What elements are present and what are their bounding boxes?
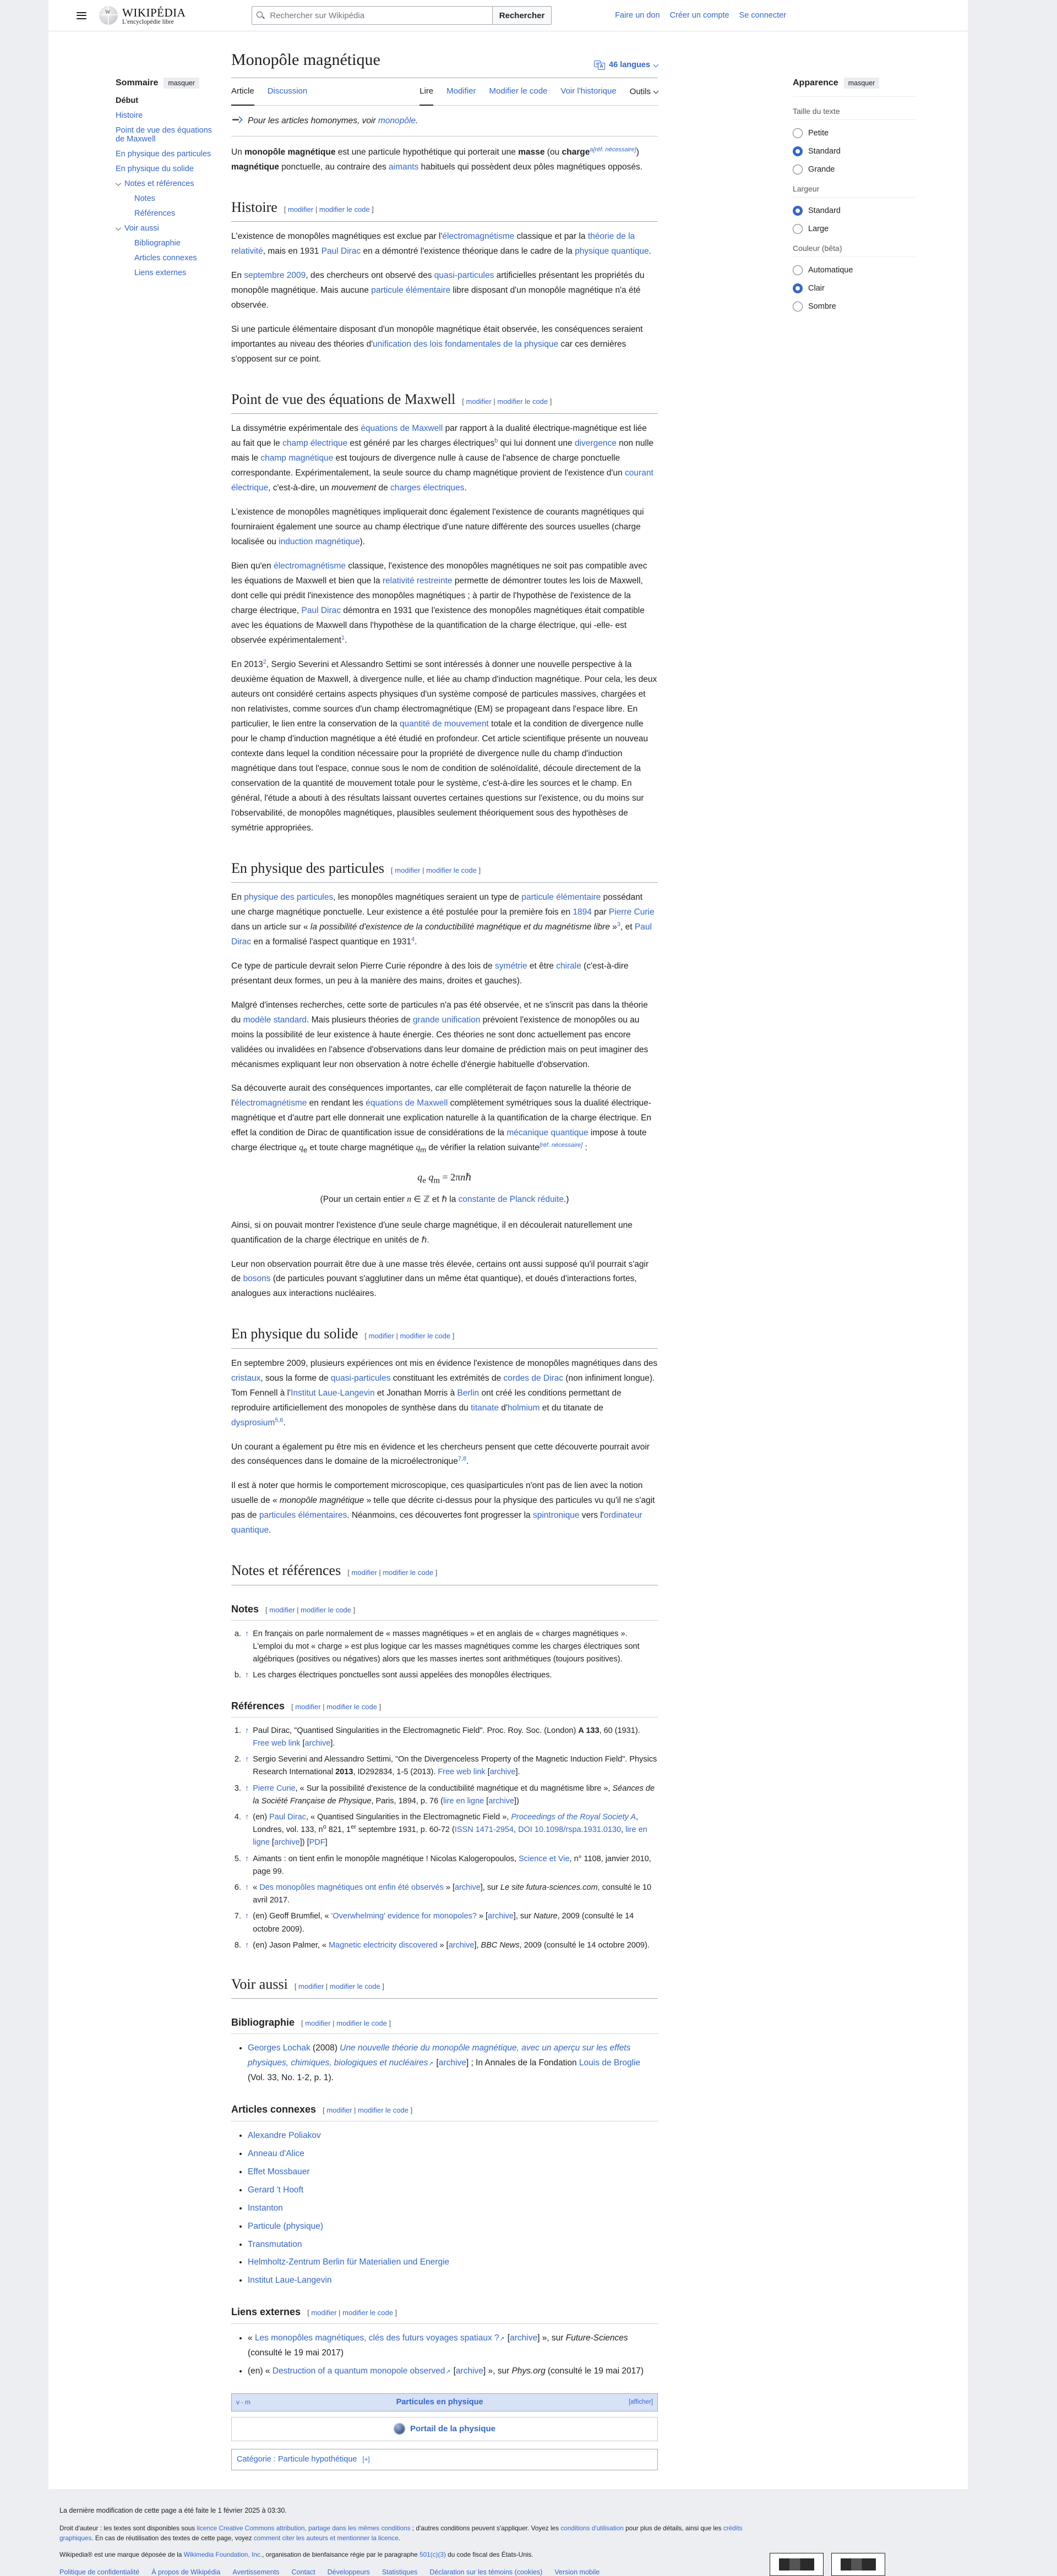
footnote-link[interactable]: 7,8 bbox=[457, 1456, 467, 1463]
inline-link[interactable]: Louis de Broglie bbox=[579, 2058, 641, 2068]
section-heading-maxwell: Point de vue des équations de Maxwell [ modifier | modifier le code ] bbox=[231, 387, 658, 414]
search-icon bbox=[257, 12, 265, 20]
inline-link[interactable]: bosons bbox=[243, 1274, 271, 1284]
paragraph: Si une particule élémentaire disposant d'un monopôle magnétique était observée, les conséquences seraient importantes au niveau des théories d'unification des lois fondamentales de la physique car ces dernières s'opposent sur ce point. bbox=[231, 325, 643, 364]
note-item: b. ↑ Les charges électriques ponctuelles sont aussi appelées des monopôles électriques. bbox=[231, 1669, 658, 1682]
inline-link[interactable]: équations de Maxwell bbox=[361, 424, 443, 434]
table-of-contents bbox=[116, 78, 220, 283]
paragraph: En physique des particules, les monopôles magnétiques seraient un type de particule élémentaire possédant une charge magnétique ponctuelle. Leur existence a été postulée pour la première fois en 1894 par Pierre Curie dans un article sur « la possibilité d'existence de la conductibilité magnétique et du magnétisme libre »$^3$, et Paul Dirac en a formalisé l'aspect quantique en 1931$^4$. bbox=[231, 892, 655, 947]
paragraph: En septembre 2009, plusieurs expériences ont mis en évidence l'existence de monopôles magnétiques dans des cristaux, sous la forme de quasi-particules constituant les extrémités de cordes de Dirac (non infiniment longue). Tom Fennell à l'Institut Laue-Langevin et Jonathan Morris à Berlin ont créé les conditions permettant de reproduire artificiellement des monopoles de synthèse dans du titanate d'holmium et du titanate de dysprosium$^{5,6}$. bbox=[231, 1358, 658, 1428]
inline-link[interactable]: champ magnétique bbox=[260, 453, 334, 463]
radio-icon[interactable] bbox=[793, 302, 803, 311]
radio-icon[interactable] bbox=[793, 265, 803, 275]
inline-link[interactable]: PDF bbox=[309, 1838, 325, 1847]
external-link-item: • « Les monopôles magnétiques, clés des futurs voyages spatiaux ?↗ [archive] », sur Future-Sciences (consulté le 19 mai 2017) bbox=[248, 2331, 658, 2361]
footer-link-contact[interactable]: Contact bbox=[291, 2568, 315, 2576]
related-article-link[interactable]: Instanton bbox=[248, 2203, 283, 2213]
paragraph: Ce type de particule devrait selon Pierre Curie répondre à des lois de symétrie et être chirale (c'est-à-dire présentant deux formes, un peu à la manière des mains, droites et gauches). bbox=[231, 961, 629, 986]
subsection-heading-bibliographie: Bibliographie [ modifier | modifier le code ] bbox=[231, 2014, 658, 2034]
backlink-up-arrow[interactable]: ↑ bbox=[245, 1629, 249, 1638]
inline-link[interactable]: ordinateur quantique bbox=[231, 1511, 642, 1535]
footnote-link[interactable]: 5,6 bbox=[275, 1416, 284, 1424]
text-size-option-petite[interactable]: Petite bbox=[793, 128, 917, 138]
inline-link[interactable]: titanate bbox=[471, 1403, 499, 1413]
related-article-link[interactable]: Particule (physique) bbox=[248, 2221, 323, 2231]
reference-item: 5. ↑ Aimants : on tient enfin le monopôle magnétique ! Nicolas Kalogeropoulos, Science et Vie, n° 1108, janvier 2010, page 99. bbox=[231, 1853, 658, 1878]
inline-link[interactable]: cristaux bbox=[231, 1373, 261, 1383]
inline-link[interactable]: archive bbox=[489, 1768, 516, 1777]
inline-link[interactable]: lire en ligne bbox=[253, 1825, 647, 1847]
bibliography-item: • Georges Lochak (2008) Une nouvelle théorie du monopôle magnétique, avec un aperçu sur les effets physiques, chimiques, biologiques et nucléaires↗ [archive] ; In Annales de la Fondation Louis de Broglie (Vol. 33, No. 1-2, p. 1). bbox=[248, 2041, 658, 2086]
modifier-le-code-link[interactable]: modifier le code bbox=[342, 2309, 393, 2317]
modifier-le-code-link[interactable]: modifier le code bbox=[400, 1332, 451, 1341]
inline-link[interactable]: constante de Planck réduite bbox=[458, 1194, 564, 1204]
subsection-heading-references: Références [ modifier | modifier le code ] bbox=[231, 1698, 658, 1718]
paragraph: En septembre 2009, des chercheurs ont observé des quasi-particules artificielles présentant les propriétés du monopôle magnétique. Mais aucune particule élémentaire libre disposant d'un monopôle magnétique n'a été observée. bbox=[231, 271, 645, 310]
inline-link[interactable]: électromagnétisme bbox=[274, 561, 346, 571]
inline-link[interactable]: Proceedings of the Royal Society A bbox=[511, 1813, 636, 1822]
login-link[interactable]: Se connecter bbox=[739, 11, 786, 20]
inline-link[interactable]: mécanique quantique bbox=[506, 1128, 589, 1138]
last-modified-text: La dernière modification de cette page a été faite le 1 février 2025 à 03:30. bbox=[59, 2507, 287, 2515]
inline-link[interactable]: particule élémentaire bbox=[521, 892, 601, 902]
footer-logos bbox=[770, 2553, 885, 2576]
search-bar bbox=[252, 6, 552, 25]
page-footer bbox=[0, 2489, 995, 2576]
toc-item-notes[interactable]: Notes bbox=[134, 194, 155, 203]
formula-caption: (Pour un certain entier n ∈ ℤ et ℏ la constante de Planck réduite.) bbox=[320, 1194, 569, 1204]
external-link-icon: ↗ bbox=[499, 2335, 505, 2342]
backlink-up-arrow[interactable]: ↑ bbox=[245, 1940, 249, 1950]
inline-link[interactable]: relativité restreinte bbox=[382, 576, 453, 586]
footer-link-mobile[interactable]: Version mobile bbox=[554, 2568, 600, 2576]
modifier-le-code-link[interactable]: modifier le code bbox=[383, 1568, 434, 1577]
paragraph: L'existence de monopôles magnétiques est exclue par l'électromagnétisme classique et par la théorie de la relativité, mais en 1931 Paul Dirac en a démontré l'existence théorique dans le cadre de la physique quantique. bbox=[231, 232, 651, 256]
navbox-vm-links: v · m bbox=[236, 2398, 250, 2406]
inline-link[interactable]: Destruction of a quantum monopole observed bbox=[272, 2366, 445, 2376]
inline-link[interactable]: licence Creative Commons attribution, partage dans les mêmes conditions bbox=[197, 2524, 411, 2532]
paragraph: Il est à noter que hormis le comportement microscopique, ces quasiparticules n'ont pas de lien avec la notion usuelle de « monopôle magnétique » telle que décrite ci-dessus pour la physique des particules vu qu'il ne s'agit pas de particules élémentaires. Néanmoins, ces découvertes font progresser la spintronique vers l'ordinateur quantique. bbox=[231, 1481, 655, 1535]
modifier-link[interactable]: modifier bbox=[311, 2309, 337, 2317]
navbox-particules bbox=[231, 2393, 658, 2411]
backlink-up-arrow[interactable]: ↑ bbox=[245, 1726, 249, 1735]
inline-link[interactable]: 1894 bbox=[573, 907, 592, 917]
inline-link[interactable]: archive bbox=[438, 2058, 466, 2068]
inline-link[interactable]: quasi-particules bbox=[330, 1373, 391, 1383]
backlink-up-arrow[interactable]: ↑ bbox=[245, 1784, 249, 1793]
donate-link[interactable]: Faire un don bbox=[615, 11, 660, 20]
wikipedia-globe-icon bbox=[99, 6, 118, 25]
tools-menu-button[interactable]: Outils bbox=[630, 78, 658, 105]
width-option-large[interactable]: Large bbox=[793, 224, 917, 234]
appearance-hide-button[interactable]: masquer bbox=[844, 78, 880, 89]
modifier-le-code-link[interactable]: modifier le code bbox=[336, 2019, 387, 2028]
modifier-link[interactable]: modifier bbox=[351, 1568, 377, 1577]
inline-link[interactable]: comment citer les auteurs et mentionner la licence bbox=[253, 2534, 399, 2542]
paragraph: Sa découverte aurait des conséquences importantes, car elle compléterait de façon naturelle la théorie de l'électromagnétisme en rendant les équations de Maxwell complètement symétriques sous la dualité électrique-magnétique et d'autre part elle donnerait une explication naturelle à la quantification de la charge électrique. En effet la condition de Dirac de quantification issue de considérations de la mécanique quantique impose à toute charge électrique $q_e$ et toute charge magnétique $q_m$ de vérifier la relation suivante[réf. nécessaire] : bbox=[231, 1084, 651, 1155]
reference-item: 4. ↑ (en) Paul Dirac, « Quantised Singularities in the Electromagnetic Field », Proceedings of the Royal Society A, Londres, vol. 133, $n^o$ 821, 1er septembre 1931, p. 60-72 (ISSN 1471-2954, DOI 10.1098/rspa.1931.0130, lire en ligne [archive]) [PDF] bbox=[231, 1811, 658, 1850]
inline-link[interactable]: monopôle bbox=[378, 116, 416, 126]
modifier-le-code-link[interactable]: modifier le code bbox=[497, 397, 548, 406]
radio-selected-icon[interactable] bbox=[793, 206, 803, 216]
inline-link[interactable]: physique des particules bbox=[244, 892, 334, 902]
reference-item: 3. ↑ Pierre Curie, « Sur la possibilité d'existence de la conductibilité magnétique et du magnétisme libre », Séances de la Société Française de Physique, Paris, 1894, p. 76 (lire en ligne [archive]) bbox=[231, 1782, 658, 1808]
footer-links bbox=[59, 2568, 775, 2576]
footer-link-cookies[interactable]: Déclaration sur les témoins (cookies) bbox=[429, 2568, 543, 2576]
paragraph: Leur non observation pourrait être due à une masse très élevée, certains ont aussi supposé qu'il pourrait s'agir de bosons (de particules pouvant s'agglutiner dans un même état quantique), et doués d'interactions fortes, analogues aux interactions nucléaires. bbox=[231, 1259, 649, 1299]
color-option-sombre[interactable]: Sombre bbox=[793, 302, 917, 311]
toc-item-solide[interactable]: En physique du solide bbox=[116, 165, 194, 173]
dirac-quantization-formula: $q_e$ $q_m$ = 2πnℏ bbox=[417, 1171, 472, 1185]
inline-link[interactable]: 'Overwhelming' evidence for monopoles? bbox=[331, 1912, 477, 1921]
toc-hide-button[interactable]: masquer bbox=[164, 78, 199, 89]
modifier-le-code-link[interactable]: modifier le code bbox=[326, 1702, 377, 1711]
related-article-link[interactable]: Transmutation bbox=[248, 2239, 302, 2249]
section-heading-histoire: Histoire [ modifier | modifier le code ] bbox=[231, 195, 658, 222]
color-option-clair[interactable]: Clair bbox=[793, 283, 917, 293]
reference-item: 2. ↑ Sergio Severini and Alessandro Settimi, "On the Divergenceless Property of the Magnetic Induction Field". Physics Research International 2013, ID292834, 1-5 (2013). Free web link [archive]. bbox=[231, 1753, 658, 1779]
toc-item-voir-aussi[interactable]: Voir aussi bbox=[124, 224, 159, 233]
toc-item-articles-connexes[interactable]: Articles connexes bbox=[134, 254, 197, 262]
navbox-title-link[interactable]: Particules en physique bbox=[396, 2397, 483, 2407]
tab-article[interactable]: Article bbox=[231, 78, 254, 106]
portal-box bbox=[231, 2417, 658, 2441]
tab-modifier-le-code[interactable]: Modifier le code bbox=[489, 86, 548, 96]
text-size-option-standard[interactable]: Standard bbox=[793, 146, 917, 156]
modifier-le-code-link[interactable]: modifier le code bbox=[358, 2106, 408, 2115]
chevron-down-icon bbox=[653, 62, 659, 67]
inline-link[interactable]: Georges Lochak bbox=[248, 2043, 310, 2053]
subsection-heading-articles-connexes: Articles connexes [ modifier | modifier le code ] bbox=[231, 2101, 658, 2121]
inline-link[interactable]: chirale bbox=[556, 961, 581, 971]
toc-item-references[interactable]: Références bbox=[134, 209, 176, 218]
section-heading-particules: En physique des particules [ modifier | modifier le code ] bbox=[231, 856, 658, 883]
section-heading-voir-aussi: Voir aussi [ modifier | modifier le code ] bbox=[231, 1972, 658, 1999]
inline-link[interactable]: archive bbox=[488, 1796, 515, 1806]
inline-link[interactable]: théorie de la relativité bbox=[231, 232, 635, 256]
toc-item-debut[interactable]: Début bbox=[116, 96, 139, 105]
inline-link[interactable]: archive bbox=[448, 1940, 475, 1950]
toc-item-particules[interactable]: En physique des particules bbox=[116, 150, 211, 158]
footnote-link[interactable]: b bbox=[494, 437, 498, 445]
edit-links: [ modifier | modifier le code ] bbox=[291, 1702, 382, 1711]
edit-links: [ modifier | modifier le code ] bbox=[301, 2019, 391, 2028]
radio-selected-icon[interactable] bbox=[793, 146, 803, 156]
search-button[interactable]: Rechercher bbox=[493, 6, 552, 25]
edit-links: [ modifier | modifier le code ] bbox=[307, 2309, 397, 2317]
text-size-option-grande[interactable]: Grande bbox=[793, 165, 917, 174]
inline-link[interactable]: dysprosium bbox=[231, 1418, 275, 1428]
wikimedia-foundation-logo[interactable] bbox=[770, 2553, 824, 2576]
note-item: a. ↑ En français on parle normalement de « masses magnétiques » et en anglais de « charges magnétiques ». L'emploi du mot « charge » est plus logique car les masses magnétiques comme les charges électriques sont algébriques (positives ou négatives) alors que les masses inertes sont arithmétiques (toujours positives). bbox=[231, 1628, 658, 1666]
footer-link-privacy[interactable]: Politique de confidentialité bbox=[59, 2568, 140, 2576]
toc-item-histoire[interactable]: Histoire bbox=[116, 111, 143, 120]
inline-link[interactable]: Des monopôles magnétiques ont enfin été observés bbox=[259, 1883, 444, 1892]
paragraph: Un courant a également pu être mis en évidence et les chercheurs pensent que cette découverte pourrait avoir des conséquences dans le domaine de la microélectronique$^{7,8}$. bbox=[231, 1442, 650, 1467]
related-articles-list bbox=[231, 2129, 658, 2289]
inline-link[interactable]: lire en ligne bbox=[443, 1796, 484, 1806]
external-link-icon: ↗ bbox=[428, 2060, 434, 2068]
footnote-link[interactable]: a bbox=[590, 146, 593, 154]
inline-link[interactable]: holmium bbox=[507, 1403, 540, 1413]
modifier-le-code-link[interactable]: modifier le code bbox=[301, 1605, 351, 1614]
inline-link[interactable]: crédits graphiques bbox=[59, 2524, 743, 2542]
radio-icon[interactable] bbox=[793, 224, 803, 234]
tab-voir-historique[interactable]: Voir l'historique bbox=[560, 86, 617, 96]
color-label: Couleur (bêta) bbox=[793, 244, 917, 257]
edit-links: [ modifier | modifier le code ] bbox=[347, 1568, 438, 1577]
inline-link[interactable]: Paul Dirac bbox=[231, 922, 652, 947]
chevron-down-icon bbox=[653, 88, 659, 94]
footnote-link[interactable]: 3 bbox=[617, 921, 621, 928]
reference-item: 1. ↑ Paul Dirac, "Quantised Singularities in the Electromagnetic Field". Proc. Roy. Soc. (London) A 133, 60 (1931). Free web link [archive]. bbox=[231, 1725, 658, 1750]
toc-item-maxwell[interactable]: Point de vue des équations de Maxwell bbox=[116, 126, 212, 144]
footnote-link[interactable]: 4 bbox=[411, 936, 415, 943]
mediawiki-logo[interactable] bbox=[831, 2553, 885, 2576]
footer-link-about[interactable]: À propos de Wikipédia bbox=[151, 2568, 221, 2576]
paragraph: Malgré d'intenses recherches, cette sorte de particules n'a pas été observée, et ne s'inscrit pas dans la théorie du modèle standard. Mais plusieurs théories de grande unification prévoient l'existence de monopôles ou au moins la possibilité de leur existence à haute énergie. Ces théories ne sont donc actuellement pas encore validées ou invalidées en l'absence d'observations dans leur domaine de prédiction mais on peut imaginer des mécanismes expliquant leur non observation à notre échelle d'énergie habituelle d'observation. bbox=[231, 1000, 649, 1069]
wikipedia-logo[interactable] bbox=[99, 6, 186, 25]
edit-links: [ modifier | modifier le code ] bbox=[265, 1605, 356, 1614]
related-article-link[interactable]: Institut Laue-Langevin bbox=[248, 2276, 332, 2285]
modifier-link[interactable]: modifier bbox=[368, 1332, 394, 1341]
inline-link[interactable]: divergence bbox=[574, 439, 617, 449]
appearance-panel bbox=[793, 78, 917, 320]
appearance-title: Apparence bbox=[793, 78, 838, 87]
inline-link[interactable]: symétrie bbox=[495, 961, 527, 971]
inline-link[interactable]: archive bbox=[304, 1739, 331, 1748]
languages-icon: A bbox=[594, 61, 605, 70]
inline-link[interactable]: Pierre Curie bbox=[253, 1784, 296, 1793]
tab-discussion[interactable]: Discussion bbox=[267, 86, 308, 96]
inline-link[interactable]: Pierre Curie bbox=[608, 907, 655, 917]
backlink-up-arrow[interactable]: ↑ bbox=[245, 1671, 249, 1680]
modifier-link[interactable]: modifier bbox=[326, 2106, 352, 2115]
reference-item: 6. ↑ « Des monopôles magnétiques ont enfin été observés » [archive], sur Le site futura-sciences.com, consulté le 10 avril 2017. bbox=[231, 1882, 658, 1907]
hatnote: Pour les articles homonymes, voir monopôle. bbox=[231, 114, 658, 129]
modifier-le-code-link[interactable]: modifier le code bbox=[329, 1982, 380, 1990]
inline-link[interactable]: Les monopôles magnétiques, clés des futurs voyages spatiaux ? bbox=[254, 2333, 499, 2343]
inline-link[interactable]: Science et Vie bbox=[519, 1854, 570, 1863]
edit-links: [ modifier | modifier le code ] bbox=[294, 1982, 384, 1990]
navbox-m-link[interactable]: m bbox=[245, 2398, 250, 2406]
modifier-link[interactable]: modifier bbox=[466, 397, 492, 406]
inline-link[interactable]: champ électrique bbox=[282, 439, 348, 449]
article-content bbox=[231, 31, 658, 2470]
edit-links: [ modifier | modifier le code ] bbox=[462, 397, 552, 406]
disambiguation-icon bbox=[232, 116, 242, 123]
page-container bbox=[48, 0, 968, 2489]
modifier-le-code-link[interactable]: modifier le code bbox=[319, 205, 370, 214]
chevron-down-icon[interactable] bbox=[116, 181, 121, 186]
inline-link[interactable]: archive bbox=[455, 2366, 483, 2376]
inline-link[interactable]: Free web link bbox=[438, 1768, 486, 1777]
inline-link[interactable]: induction magnétique bbox=[279, 537, 360, 547]
inline-link[interactable]: courant électrique bbox=[231, 468, 653, 493]
inline-link[interactable]: aimants bbox=[389, 162, 419, 172]
reference-item: 7. ↑ (en) Geoff Brumfiel, « 'Overwhelming' evidence for monopoles? » [archive], sur Nature, 2009 (consulté le 14 octobre 2009). bbox=[231, 1910, 658, 1935]
paragraph: En 2013$^2$, Sergio Severini et Alessandro Settimi se sont intéressés à donner une nouvelle perspective à la deuxième équation de Maxwell, à divergence nulle, et liée au champ d'induction magnétique. Pour cela, les deux auteurs ont considéré certains aspects physiques d'un système composé de particules massives, chargées et non relativistes, comme sources d'un champ électromagnétique (EM) se propageant dans l'espace libre. En particulier, le lien entre la conservation de la quantité de mouvement totale et la condition de divergence nulle pour le champ d'induction magnétique a été étudié en profondeur. Cet article scientifique présente un nouveau contexte dans lequel la condition nécessaire pour la propriété de divergence nulle du champ d'induction magnétique dans tout l'espace, connue sous le nom de condition de solénoïdalité, découle directement de la conservation de la quantité de mouvement totale pour le système, c'est-à-dire les sources et le champ. En général, l'étude a abouti à des résultats laissant ouvertes certaines questions sur l'existence, ou du moins sur l'observabilité, de monopôles magnétiques, plausibles seulement théoriquement sous des hypothèses de symétrie appropriées. bbox=[231, 658, 657, 833]
footer-link-disclaimers[interactable]: Avertissements bbox=[232, 2568, 280, 2576]
hamburger-menu-icon[interactable] bbox=[72, 6, 91, 25]
inline-link[interactable]: Paul Dirac bbox=[321, 247, 361, 256]
backlink-up-arrow[interactable]: ↑ bbox=[245, 1912, 249, 1921]
category-link[interactable]: Particule hypothétique bbox=[277, 2454, 357, 2464]
inline-link[interactable]: cordes de Dirac bbox=[503, 1373, 564, 1383]
inline-link[interactable]: équations de Maxwell bbox=[366, 1098, 448, 1108]
inline-link[interactable]: archive bbox=[274, 1838, 300, 1847]
backlink-up-arrow[interactable]: ↑ bbox=[245, 1854, 249, 1863]
inline-link[interactable]: 501(c)(3) bbox=[419, 2551, 446, 2559]
inline-link[interactable]: Berlin bbox=[457, 1388, 480, 1398]
tab-modifier[interactable]: Modifier bbox=[446, 86, 476, 96]
inline-link[interactable]: charges électriques bbox=[390, 483, 465, 493]
inline-link[interactable]: unification des lois fondamentales de la physique bbox=[373, 340, 559, 349]
backlink-up-arrow[interactable]: ↑ bbox=[245, 1755, 249, 1764]
create-account-link[interactable]: Créer un compte bbox=[669, 11, 729, 20]
intro-paragraph: Un monopôle magnétique est une particule hypothétique qui porterait une masse (ou charge$^{a[réf. nécessaire]}$) magnétique ponctuelle, au contraire des aimants habituels qui possèdent deux pôles magnétiques opposés. bbox=[231, 146, 643, 172]
related-article-link[interactable]: Effet Mossbauer bbox=[248, 2167, 310, 2176]
language-selector-button[interactable] bbox=[594, 58, 658, 74]
external-link-item: • (en) « Destruction of a quantum monopole observed↗ [archive] », sur Phys.org (consulté le 19 mai 2017) bbox=[248, 2364, 658, 2379]
inline-link[interactable]: électromagnétisme bbox=[442, 232, 515, 242]
footer-link-statistics[interactable]: Statistiques bbox=[382, 2568, 418, 2576]
inline-link[interactable]: électromagnétisme bbox=[235, 1098, 307, 1108]
footnote-link[interactable]: 2 bbox=[263, 658, 266, 665]
toc-item-notes-refs[interactable]: Notes et références bbox=[124, 179, 194, 188]
inline-link[interactable]: particules élémentaires bbox=[259, 1511, 347, 1521]
navbox-toggle-button[interactable]: [afficher] bbox=[629, 2399, 653, 2406]
search-input[interactable] bbox=[269, 10, 487, 21]
portal-link[interactable]: Portail de la physique bbox=[410, 2424, 496, 2433]
inline-link[interactable]: archive bbox=[455, 1883, 481, 1892]
external-link-icon: ↗ bbox=[445, 2368, 451, 2375]
category-box bbox=[231, 2449, 658, 2470]
inline-link[interactable]: quasi-particules bbox=[434, 271, 494, 281]
related-article-link[interactable]: Alexandre Poliakov bbox=[248, 2130, 321, 2140]
toc-title: Sommaire bbox=[116, 78, 159, 87]
trademark-text: Wikipedia® est une marque déposée de la Wikimedia Foundation, Inc., organisation de bienfaisance régie par le paragraphe 501(c)(3) du code fiscal des États-Unis. bbox=[59, 2551, 533, 2559]
subsection-heading-liens-externes: Liens externes [ modifier | modifier le code ] bbox=[231, 2304, 658, 2323]
inline-link[interactable]: conditions d'utilisation bbox=[560, 2524, 624, 2532]
edit-links: [ modifier | modifier le code ] bbox=[391, 866, 481, 874]
navbox-v-link[interactable]: v bbox=[236, 2398, 239, 2406]
inline-link[interactable]: quantité de mouvement bbox=[399, 719, 489, 729]
category-prefix-link[interactable]: Catégorie : bbox=[237, 2454, 276, 2464]
modifier-link[interactable]: modifier bbox=[288, 205, 314, 214]
color-option-automatique[interactable]: Automatique bbox=[793, 265, 917, 275]
inline-link[interactable]: Magnetic electricity discovered bbox=[329, 1940, 438, 1950]
section-heading-solide: En physique du solide [ modifier | modifier le code ] bbox=[231, 1321, 658, 1348]
section-heading-notes-references: Notes et références [ modifier | modifier le code ] bbox=[231, 1558, 658, 1585]
category-add-button[interactable]: [+] bbox=[362, 2456, 370, 2463]
text-size-label: Taille du texte bbox=[793, 107, 917, 120]
related-article-link[interactable]: Anneau d'Alice bbox=[248, 2148, 304, 2158]
inline-link[interactable]: physique quantique bbox=[575, 247, 649, 256]
width-option-standard[interactable]: Standard bbox=[793, 206, 917, 216]
radio-selected-icon[interactable] bbox=[793, 283, 803, 293]
radio-icon[interactable] bbox=[793, 128, 803, 138]
footnote-link[interactable]: [réf. nécessaire] bbox=[539, 1142, 583, 1149]
inline-link[interactable]: particule élémentaire bbox=[371, 286, 451, 296]
footnote-link[interactable]: 1 bbox=[341, 634, 345, 641]
radio-icon[interactable] bbox=[793, 165, 803, 174]
inline-link[interactable]: septembre 2009 bbox=[244, 271, 306, 281]
edit-links: [ modifier | modifier le code ] bbox=[284, 205, 374, 214]
tab-lire[interactable]: Lire bbox=[419, 78, 433, 106]
page-title: Monopôle magnétique bbox=[231, 51, 380, 69]
modifier-le-code-link[interactable]: modifier le code bbox=[426, 866, 477, 874]
inline-link[interactable]: spintronique bbox=[532, 1511, 580, 1521]
inline-link[interactable]: Une nouvelle théorie du monopôle magnétique, avec un aperçu sur les effets physiques, chimiques, biologiques et nucléaires bbox=[248, 2043, 631, 2068]
backlink-up-arrow[interactable]: ↑ bbox=[245, 1813, 249, 1822]
inline-link[interactable]: grande unification bbox=[413, 1015, 481, 1025]
site-header bbox=[48, 0, 968, 31]
modifier-link[interactable]: modifier bbox=[395, 866, 421, 874]
related-article-link[interactable]: Gerard 't Hooft bbox=[248, 2185, 304, 2195]
related-article-link[interactable]: Helmholtz-Zentrum Berlin für Materialien und Energie bbox=[248, 2257, 450, 2267]
inline-link[interactable]: modèle standard bbox=[243, 1015, 307, 1025]
toc-item-bibliographie[interactable]: Bibliographie bbox=[134, 239, 181, 248]
inline-link[interactable]: Paul Dirac bbox=[301, 606, 341, 616]
paragraph: Bien qu'en électromagnétisme classique, l'existence des monopôles magnétiques ne soit pas compatible avec les équations de Maxwell et bien que la relativité restreinte permette de démontrer toutes les lois de Maxwell, dont celle qui prédit l'inexistence des monopôles magnétiques ; à partir de l'hypothèse de l'existence de la charge électrique, Paul Dirac démontra en 1931 que l'existence des monopôles magnétiques était compatible avec les équations de Maxwell dans l'hypothèse de la quantification de la charge électrique, qui -elle- est observée expérimentalement$^1$. bbox=[231, 561, 647, 645]
inline-link[interactable]: DOI 10.1098/rspa.1931.0130 bbox=[518, 1825, 622, 1835]
article-tabs bbox=[231, 78, 658, 106]
width-label: Largeur bbox=[793, 184, 917, 198]
paragraph: L'existence de monopôles magnétiques impliquerait donc également l'existence de courants magnétiques qui fourniraient également une source au champ électrique d'une nature différente des sources usuelles (charge localisée ou induction magnétique). bbox=[231, 507, 644, 547]
copyright-text: Droit d'auteur : les textes sont disponibles sous licence Creative Commons attribution, partage dans les mêmes conditions ; d'autres conditions peuvent s'appliquer. Voyez les conditions d'utilisation pour plus de détails, ainsi que les crédits graphiques. En cas de réutilisation des textes de cette page, voyez comment citer les auteurs et mentionner la licence. bbox=[59, 2524, 743, 2542]
edit-links: [ modifier | modifier le code ] bbox=[364, 1332, 455, 1341]
inline-link[interactable]: ISSN 1471-2954 bbox=[454, 1825, 514, 1835]
modifier-link[interactable]: modifier bbox=[295, 1702, 321, 1711]
footer-link-developers[interactable]: Développeurs bbox=[327, 2568, 370, 2576]
toc-item-liens-externes[interactable]: Liens externes bbox=[134, 269, 187, 277]
modifier-link[interactable]: modifier bbox=[269, 1605, 295, 1614]
reference-item: 8. ↑ (en) Jason Palmer, « Magnetic electricity discovered » [archive], BBC News, 2009 (consulté le 14 octobre 2009). bbox=[231, 1939, 658, 1952]
inline-link[interactable]: archive bbox=[488, 1912, 514, 1921]
inline-link[interactable]: Free web link bbox=[253, 1739, 301, 1748]
footnote-link[interactable]: [réf. nécessaire] bbox=[593, 146, 636, 154]
paragraph: Ainsi, si on pouvait montrer l'existence d'une seule charge magnétique, il en découlerait naturellement une quantification de la charge électrique en unités de ℏ. bbox=[231, 1220, 633, 1245]
logo-subtitle: L'encyclopédie libre bbox=[122, 18, 174, 25]
logo-title: WIKIPÉDIA bbox=[122, 6, 186, 19]
inline-link[interactable]: Paul Dirac bbox=[269, 1813, 306, 1822]
paragraph: La dissymétrie expérimentale des équations de Maxwell par rapport à la dualité électrique-magnétique est liée au fait que le champ électrique est généré par les charges électriques$^b$ qui lui donnent une divergence non nulle mais le champ magnétique est toujours de divergence nulle à cause de l'absence de charge ponctuelle correspondante. Expérimentalement, la seule source du champ magnétique provient de l'existence d'un courant électrique, c'est-à-dire, un mouvement de charges électriques. bbox=[231, 424, 654, 493]
subsection-heading-notes: Notes [ modifier | modifier le code ] bbox=[231, 1601, 658, 1621]
inline-link[interactable]: archive bbox=[510, 2333, 538, 2343]
external-links-list bbox=[231, 2331, 658, 2379]
inline-link[interactable]: Wikimedia Foundation, Inc. bbox=[183, 2551, 263, 2559]
chevron-down-icon[interactable] bbox=[116, 225, 121, 231]
modifier-link[interactable]: modifier bbox=[298, 1982, 324, 1990]
inline-link[interactable]: Institut Laue-Langevin bbox=[291, 1388, 375, 1398]
modifier-link[interactable]: modifier bbox=[305, 2019, 331, 2028]
backlink-up-arrow[interactable]: ↑ bbox=[245, 1883, 249, 1892]
language-count: 46 langues bbox=[609, 60, 650, 69]
header-links bbox=[615, 11, 786, 20]
physics-portal-icon bbox=[394, 2423, 405, 2435]
edit-links: [ modifier | modifier le code ] bbox=[323, 2106, 413, 2115]
